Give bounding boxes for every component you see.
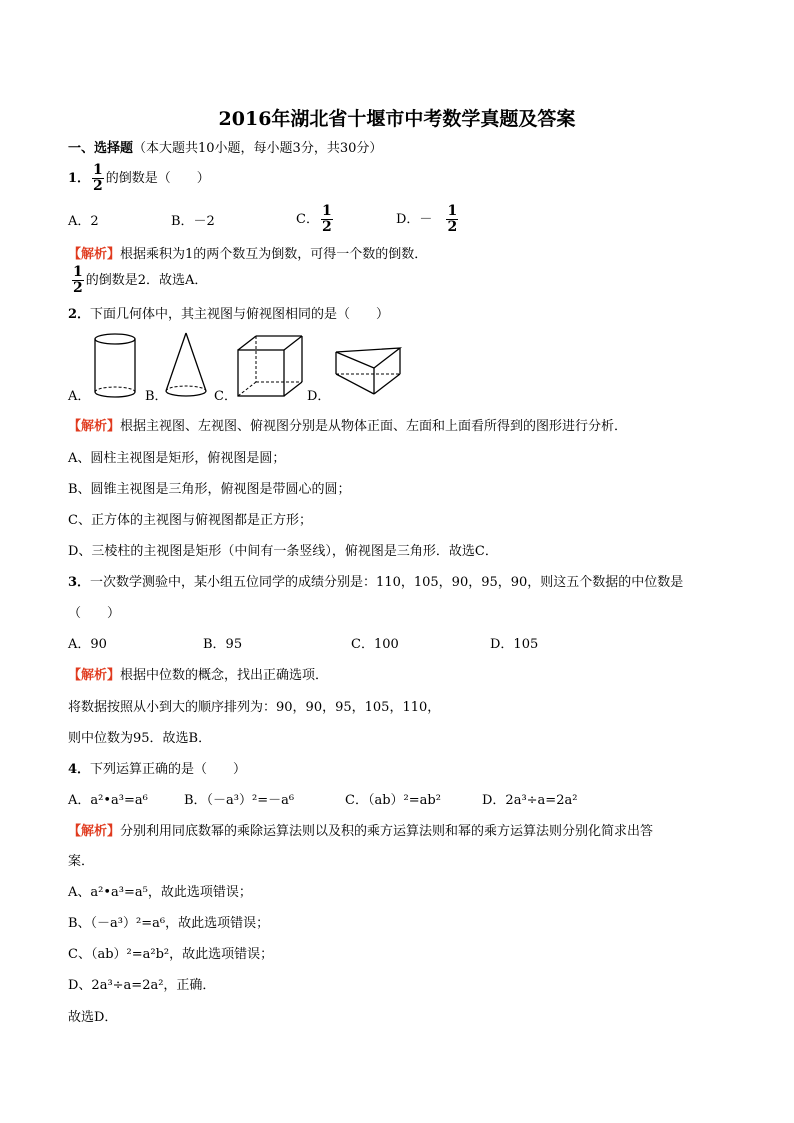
final-answer: 故选D． bbox=[68, 1010, 118, 1025]
answer-text: 的倒数是2．故选A． bbox=[85, 273, 208, 288]
analysis-line: 则中位数为95．故选B． bbox=[68, 731, 212, 746]
question-text: 一次数学测验中，某小组五位同学的成绩分别是：110，105，90，95，90，则这五个数据的中位数是 bbox=[90, 575, 684, 590]
analysis-tag: 【解析】 bbox=[68, 668, 121, 683]
question-number: 4． bbox=[68, 762, 91, 777]
fraction-numerator: 1 bbox=[447, 203, 458, 219]
question-text: 下面几何体中，其主视图与俯视图相同的是（ ） bbox=[90, 307, 390, 322]
analysis-line: A、圆柱主视图是矩形，俯视图是圆； bbox=[68, 451, 286, 466]
option-b: B．－2 bbox=[171, 214, 215, 229]
question-number: 3． bbox=[68, 575, 91, 590]
section-note: （本大题共10小题，每小题3分，共30分） bbox=[133, 141, 383, 156]
analysis-line: B、（－a³）²=a⁶，故此选项错误； bbox=[68, 916, 270, 931]
fraction-denominator: 2 bbox=[321, 219, 332, 235]
question-2 bbox=[68, 306, 389, 323]
section-heading bbox=[68, 140, 382, 157]
analysis-line: D、三棱柱的主视图是矩形（中间有一条竖线），俯视图是三角形．故选C． bbox=[68, 544, 498, 559]
triangular-prism-figure bbox=[334, 346, 406, 398]
option-c bbox=[296, 203, 335, 237]
fraction-denominator: 2 bbox=[73, 280, 83, 296]
question-1 bbox=[68, 162, 210, 196]
option-a: A．2 bbox=[68, 214, 99, 229]
cube-figure bbox=[236, 334, 304, 400]
analysis-line: 将数据按照从小到大的顺序排列为：90，90，95，105，110， bbox=[68, 700, 441, 715]
question-text-cont: （ ） bbox=[68, 606, 121, 621]
question-text: 的倒数是（ ） bbox=[105, 171, 210, 186]
question-text: 下列运算正确的是（ ） bbox=[90, 762, 247, 777]
option-b: B． bbox=[145, 389, 168, 404]
analysis-text: 根据主视图、左视图、俯视图分别是从物体正面、左面和上面看所得到的图形进行分析． bbox=[120, 419, 628, 434]
option-c: C．100 bbox=[351, 637, 399, 652]
analysis-line: D、2a³÷a=2a²，正确． bbox=[68, 978, 216, 993]
analysis-line: C、正方体的主视图与俯视图都是正方形； bbox=[68, 513, 312, 528]
question-number: 1． bbox=[68, 171, 91, 186]
cone-figure bbox=[163, 331, 209, 401]
fraction-numerator: 1 bbox=[73, 264, 83, 280]
answer-1 bbox=[72, 264, 207, 298]
question-number: 2． bbox=[68, 307, 91, 322]
option-d: D．2a³÷a=2a² bbox=[482, 793, 578, 808]
option-d bbox=[396, 203, 460, 237]
fraction bbox=[321, 204, 333, 235]
page-title: 2016年湖北省十堰市中考数学真题及答案 bbox=[218, 108, 576, 130]
analysis-tag: 【解析】 bbox=[68, 419, 121, 434]
option-d: D．105 bbox=[490, 637, 539, 652]
fraction-denominator: 2 bbox=[93, 178, 103, 194]
option-d: D． bbox=[307, 389, 331, 404]
cylinder-figure bbox=[92, 332, 138, 400]
option-a: A．90 bbox=[68, 637, 107, 652]
option-b: B．（－a³）²=－a⁶ bbox=[184, 793, 295, 808]
fraction-denominator: 2 bbox=[447, 219, 458, 235]
option-c: C． bbox=[214, 389, 237, 404]
fraction-numerator: 1 bbox=[321, 203, 332, 219]
analysis-line: A、a²•a³=a⁵，故此选项错误； bbox=[68, 885, 252, 900]
analysis-3 bbox=[68, 667, 328, 684]
option-a: A．a²•a³=a⁶ bbox=[68, 793, 148, 808]
option-label: D．－ bbox=[396, 212, 433, 227]
section-label: 一、选择题 bbox=[68, 141, 134, 156]
analysis-text: 分别利用同底数幂的乘除运算法则以及积的乘方运算法则和幂的乘方运算法则分别化简求出答 bbox=[120, 824, 654, 839]
fraction bbox=[72, 265, 84, 296]
analysis-text-cont: 案． bbox=[68, 854, 95, 869]
option-a: A． bbox=[68, 389, 91, 404]
analysis-text: 根据乘积为1的两个数互为倒数，可得一个数的倒数． bbox=[120, 247, 428, 262]
option-label: C． bbox=[296, 212, 319, 227]
analysis-4 bbox=[68, 823, 653, 840]
analysis-line: B、圆锥主视图是三角形，俯视图是带圆心的圆； bbox=[68, 482, 351, 497]
option-b: B．95 bbox=[203, 637, 243, 652]
question-3 bbox=[68, 574, 683, 591]
analysis-line: C、（ab）²=a²b²，故此选项错误； bbox=[68, 947, 274, 962]
analysis-2 bbox=[68, 418, 627, 435]
question-4 bbox=[68, 761, 246, 778]
fraction-numerator: 1 bbox=[93, 162, 103, 178]
fraction bbox=[92, 163, 104, 194]
analysis-1 bbox=[68, 246, 427, 263]
fraction bbox=[446, 204, 458, 235]
analysis-text: 根据中位数的概念，找出正确选项． bbox=[120, 668, 329, 683]
analysis-tag: 【解析】 bbox=[68, 824, 121, 839]
option-c: C．（ab）²=ab² bbox=[345, 793, 441, 808]
analysis-tag: 【解析】 bbox=[68, 247, 121, 262]
